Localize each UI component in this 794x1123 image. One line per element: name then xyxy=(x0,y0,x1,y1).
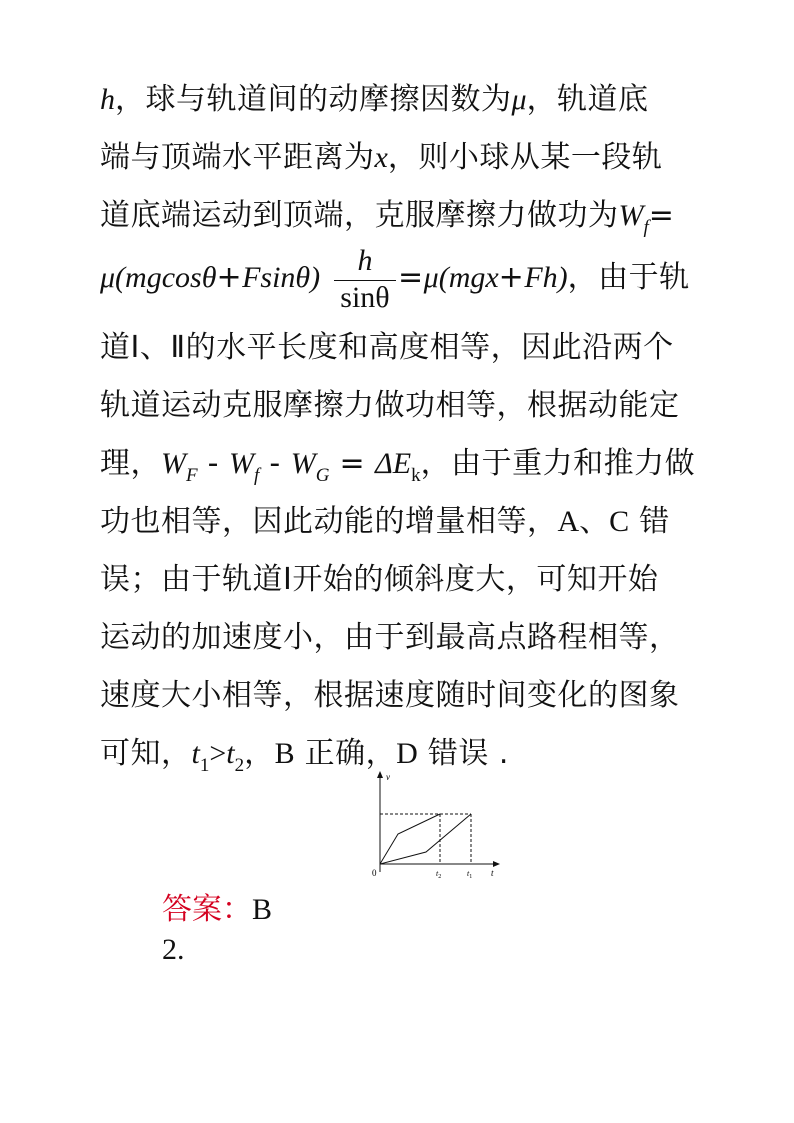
v-axis-arrow xyxy=(377,771,383,778)
text-line-11: 速度大小相等，根据速度随时间变化的图象 xyxy=(100,678,680,713)
formula-line-4: μ(mgcosθ+Fsinθ) xyxy=(100,260,321,295)
graph-line-track-1 xyxy=(380,814,471,864)
t1-label: $t_1$ xyxy=(467,869,473,880)
text-line-3: 道底端运动到顶端，克服摩擦力做功为$W_f=$ xyxy=(100,198,675,238)
fraction xyxy=(334,244,396,315)
text-line-10: 运动的加速度小，由于到最高点路程相等， xyxy=(100,620,680,655)
next-question-number: 2. xyxy=(162,933,185,966)
t-axis-label: t xyxy=(491,868,494,878)
formula-line-4b: =μ(mgx+Fh)，由于轨 xyxy=(398,260,690,295)
answer xyxy=(162,890,272,930)
text-line-1: h，球与轨道间的动摩擦因数为μ，轨道底 xyxy=(100,82,649,117)
answer-value: B xyxy=(252,893,273,926)
t2-label: $t_2$ xyxy=(436,869,442,880)
text-line-2: 端与顶端水平距离为x，则小球从某一段轨 xyxy=(100,140,663,175)
var-x: x xyxy=(374,141,388,174)
var-h: h xyxy=(100,83,115,116)
text-line-6: 轨道运动克服摩擦力做功相等，根据动能定 xyxy=(100,388,680,423)
fraction-numerator: h xyxy=(357,244,373,277)
origin-label: 0 xyxy=(372,868,377,878)
answer-label: 答案： xyxy=(162,892,252,927)
text-line-9: 误；由于轨道Ⅰ开始的倾斜度大，可知开始 xyxy=(100,562,659,597)
text-line-7: 理，$W_F - W_f - W_G = \Delta E_k$，由于重力和推力做 xyxy=(100,446,696,486)
var-mu: μ xyxy=(511,83,527,116)
t-axis-arrow xyxy=(493,861,500,867)
fraction-denominator: sinθ xyxy=(340,281,390,314)
v-axis-label: v xyxy=(386,772,390,782)
text-line-5: 道Ⅰ、Ⅱ的水平长度和高度相等，因此沿两个 xyxy=(100,330,674,365)
var-Wf: $W_f$ xyxy=(618,199,649,238)
text-line-12: 可知，$t_1>t_2$，B 正确，D 错误 . xyxy=(100,736,509,776)
text-line-8: 功也相等，因此动能的增量相等，A、C 错 xyxy=(100,504,670,539)
velocity-time-graph xyxy=(364,768,504,883)
